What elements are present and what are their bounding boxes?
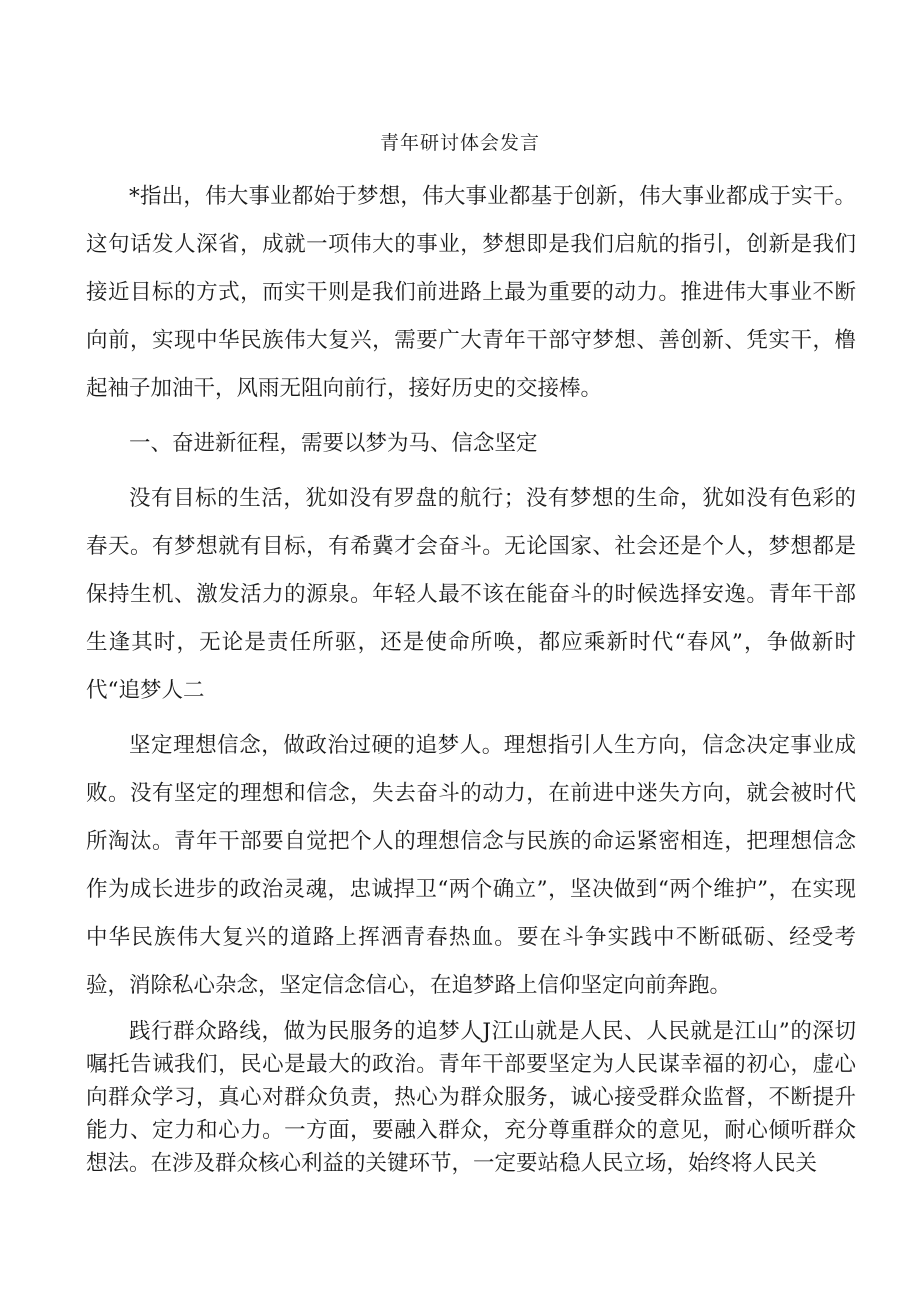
paragraph-intro: *指出，伟大事业都始于梦想，伟大事业都基于创新，伟大事业都成于实干。这句话发人深省，成就一项伟大的事业，梦想即是我们启航的指引，创新是我们接近目标的方式，而实干则是我们前进路上最为重要的动力。推进伟大事业不断向前，实现中华民族伟大复兴，需要广大青年干部守梦想、善创新、凭实干，橹起袖子加油干，风雨无阻向前行，接好历史的交接棒。 — [86, 184, 856, 401]
paragraph-dream: 没有目标的生活，犹如没有罗盘的航行；没有梦想的生命，犹如没有色彩的春天。有梦想就有目标，有希冀才会奋斗。无论国家、社会还是个人，梦想都是保持生机、激发活力的源泉。年轻人最不该在能奋斗的时候选择安逸。青年干部生逢其时，无论是责任所驱，还是使命所唤，都应乘新时代“春风”，争做新时代“追梦人二 — [86, 486, 856, 703]
document-title: 青年研讨体会发言 — [379, 132, 540, 154]
paragraph-ideals: 坚定理想信念，做政治过硬的追梦人。理想指引人生方向，信念决定事业成败。没有坚定的理想和信念，失去奋斗的动力，在前进中迷失方向，就会被时代所淘汰。青年干部要自觉把个人的理想信念与民族的命运紧密相连，把理想信念作为成长进步的政治灵魂，忠诚捍卫“两个确立”，坚决做到“两个维护”，在实现中华民族伟大复兴的道路上挥洒青春热血。要在斗争实践中不断砥砺、经受考验，消除私心杂念，坚定信念信心，在追梦路上信仰坚定向前奔跑。 — [86, 733, 856, 998]
paragraph-mass-line: 践行群众路线，做为民服务的追梦人J江山就是人民、人民就是江山”的深切嘱托告诫我们，民心是最大的政治。青年干部要坚定为人民谋幸福的初心，虚心向群众学习，真心对群众负责，热心为群众服务，诚心接受群众监督，不断提升能力、定力和心力。一方面，要融入群众，充分尊重群众的意见，耐心倾听群众想法。在涉及群众核心利益的关键环节，一定要站稳人民立场，始终将人民关 — [86, 1019, 856, 1176]
section-heading-1: 一、奋进新征程，需要以梦为马、信念坚定 — [129, 431, 538, 456]
